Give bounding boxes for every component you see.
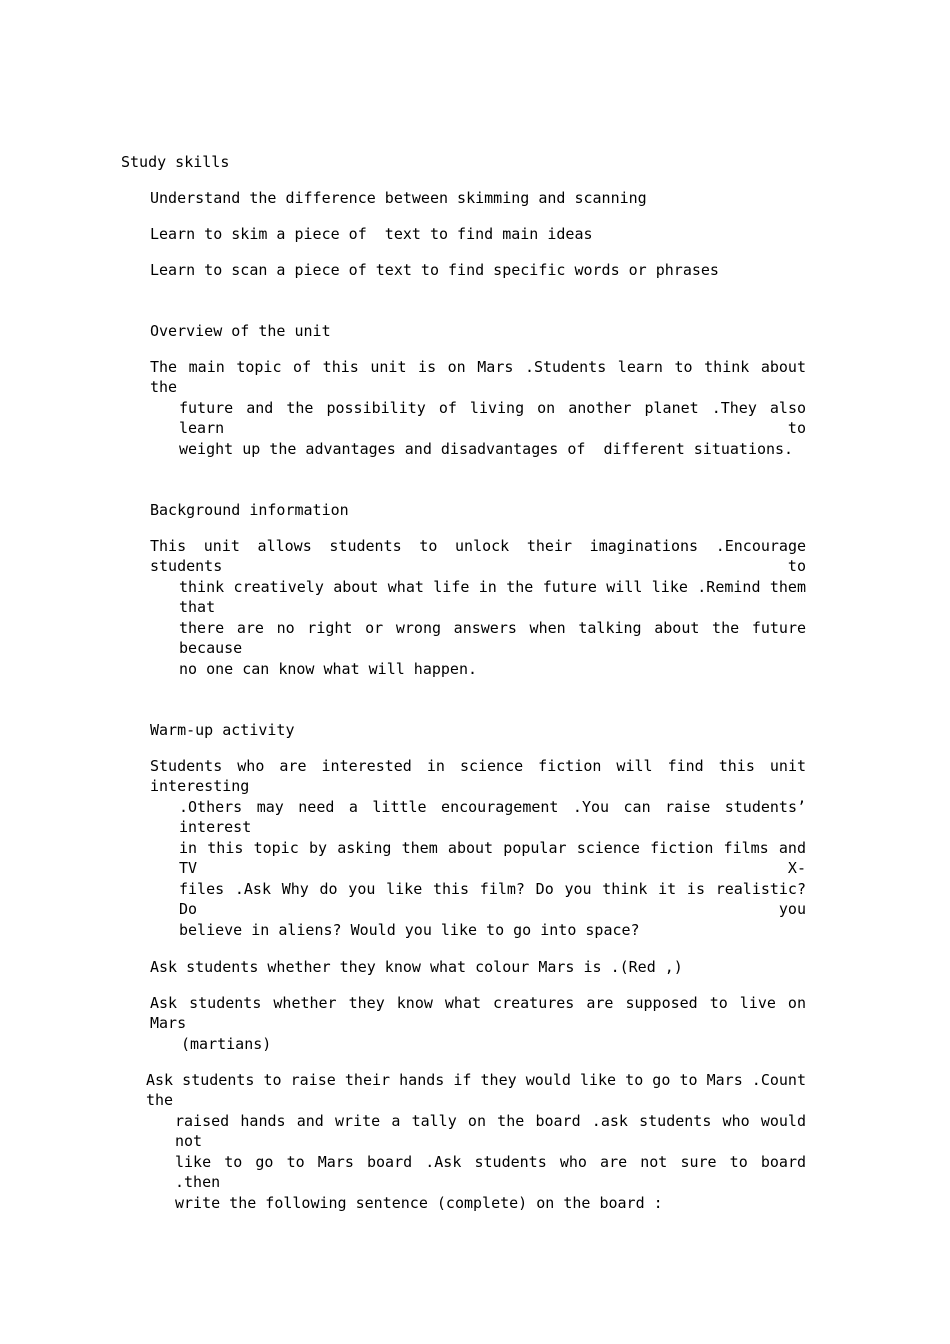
warmup-line: Ask students whether they know what creatures are supposed to live on Mars <box>150 994 806 1032</box>
warmup-line: .Others may need a little encouragement .You can raise students’ interest <box>179 798 806 836</box>
overview-line: weight up the advantages and disadvantages of different situations. <box>179 440 794 458</box>
warmup-line: Ask students to raise their hands if they would like to go to Mars .Count the <box>146 1071 806 1109</box>
background-line: there are no right or wrong answers when talking about the future because <box>179 619 806 657</box>
warmup-line: raised hands and write a tally on the board .ask students who would not <box>175 1112 806 1150</box>
warmup-line: files .Ask Why do you like this film? Do you think it is realistic? Do you <box>179 880 806 918</box>
warmup-line: believe in aliens? Would you like to go into space? <box>179 921 640 939</box>
background-line: no one can know what will happen. <box>179 660 478 678</box>
study-skill-item: Learn to skim a piece of text to find main ideas <box>150 225 593 243</box>
study-skills-heading: Study skills <box>121 153 230 171</box>
warmup-line: (martians) <box>181 1035 272 1053</box>
overview-heading: Overview of the unit <box>150 322 331 340</box>
warmup-line: in this topic by asking them about popular science fiction films and TV X- <box>179 839 806 877</box>
background-line: This unit allows students to unlock their imaginations .Encourage students to <box>150 537 806 575</box>
warmup-line: Ask students whether they know what colour Mars is .(Red ,) <box>150 958 683 976</box>
overview-line: The main topic of this unit is on Mars .Students learn to think about the <box>150 358 806 396</box>
background-heading: Background information <box>150 501 349 519</box>
overview-line: future and the possibility of living on another planet .They also learn to <box>179 399 806 437</box>
background-line: think creatively about what life in the future will like .Remind them that <box>179 578 806 616</box>
warmup-heading: Warm-up activity <box>150 721 295 739</box>
study-skill-item: Learn to scan a piece of text to find specific words or phrases <box>150 261 719 279</box>
warmup-line: Students who are interested in science fiction will find this unit interesting <box>150 757 806 795</box>
warmup-line: like to go to Mars board .Ask students who are not sure to board .then <box>175 1153 806 1191</box>
warmup-line: write the following sentence (complete) on the board : <box>175 1194 663 1212</box>
study-skill-item: Understand the difference between skimming and scanning <box>150 189 647 207</box>
